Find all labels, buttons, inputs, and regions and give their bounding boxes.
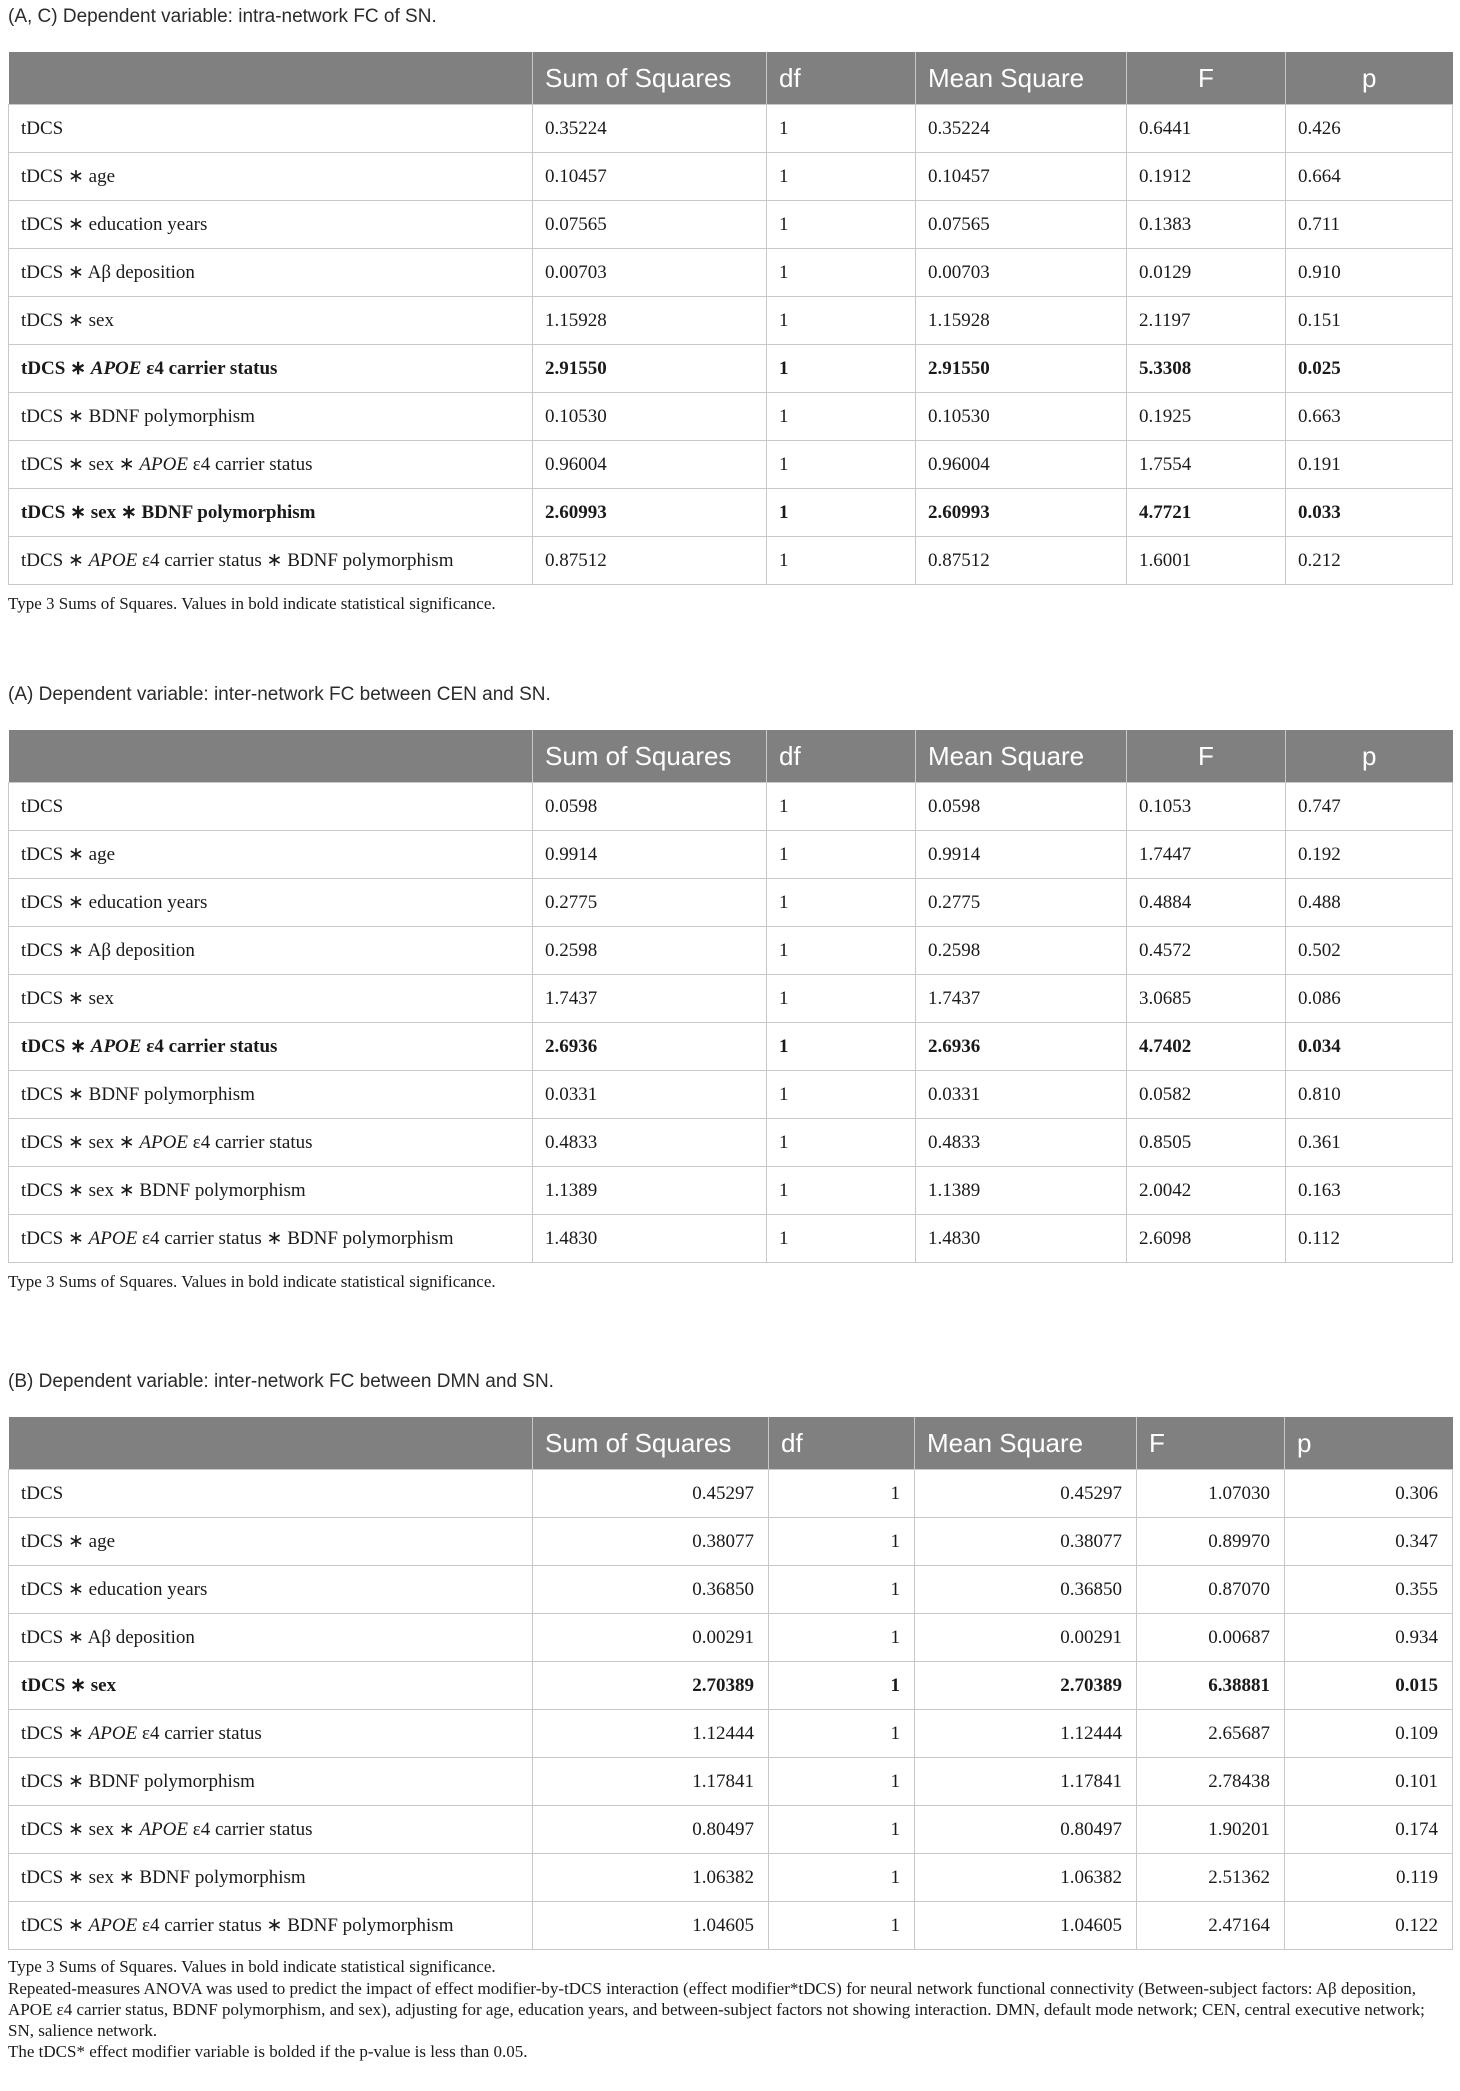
cell-term	[9, 489, 533, 537]
table-row	[9, 1470, 1453, 1518]
term-text: ε4 carrier status	[141, 358, 278, 379]
gene-name: APOE	[88, 1228, 138, 1249]
cell-mean-square: 0.2598	[916, 927, 1127, 975]
cell-term	[9, 927, 533, 975]
cell-sum-of-squares: 0.07565	[533, 201, 767, 249]
cell-df: 1	[769, 1710, 915, 1758]
term-text: tDCS ∗ BDNF polymorphism	[21, 406, 255, 427]
table-note: Type 3 Sums of Squares. Values in bold indicate statistical significance.	[8, 594, 496, 613]
term-text: ε4 carrier status	[141, 1036, 278, 1057]
table-body	[9, 105, 1453, 585]
cell-mean-square: 1.15928	[916, 297, 1127, 345]
cell-mean-square: 1.4830	[916, 1215, 1127, 1263]
cell-p: 0.502	[1286, 927, 1453, 975]
cell-sum-of-squares: 1.17841	[533, 1758, 769, 1806]
term-text: tDCS	[21, 1482, 64, 1504]
cell-term	[9, 1023, 533, 1071]
table-caption: (A, C) Dependent variable: intra-network FC of SN.	[8, 6, 437, 27]
cell-mean-square: 0.0331	[916, 1071, 1127, 1119]
table-row	[9, 537, 1453, 585]
gene-name: APOE	[139, 454, 188, 475]
header-term	[9, 52, 533, 105]
cell-p: 0.112	[1286, 1215, 1453, 1263]
cell-term	[9, 201, 533, 249]
cell-term	[9, 1119, 533, 1167]
table-body	[9, 1470, 1453, 1950]
cell-p: 0.664	[1286, 153, 1453, 201]
cell-p: 0.488	[1286, 879, 1453, 927]
cell-sum-of-squares: 0.36850	[533, 1566, 769, 1614]
table-row	[9, 927, 1453, 975]
cell-p: 0.025	[1286, 345, 1453, 393]
term-text: ε4 carrier status ∗ BDNF polymorphism	[137, 550, 454, 571]
cell-term	[9, 153, 533, 201]
table-note: Type 3 Sums of Squares. Values in bold indicate statistical significance.	[8, 1957, 496, 1976]
term-text: tDCS ∗ sex ∗	[21, 1132, 140, 1153]
cell-term	[9, 1614, 533, 1662]
table-row	[9, 1167, 1453, 1215]
header-sum-of-squares: Sum of Squares	[533, 52, 767, 105]
cell-df: 1	[769, 1854, 915, 1902]
table-row	[9, 975, 1453, 1023]
cell-mean-square: 1.06382	[915, 1854, 1137, 1902]
term-text: tDCS ∗ Aβ deposition	[21, 940, 195, 961]
cell-mean-square: 2.70389	[915, 1662, 1137, 1710]
cell-sum-of-squares: 0.35224	[533, 105, 767, 153]
term-text: tDCS ∗ sex	[21, 1675, 117, 1696]
cell-f: 4.7721	[1127, 489, 1286, 537]
table-row	[9, 105, 1453, 153]
cell-term	[9, 297, 533, 345]
cell-f: 0.6441	[1127, 105, 1286, 153]
gene-name: APOE	[139, 1132, 188, 1153]
cell-sum-of-squares: 0.0331	[533, 1071, 767, 1119]
cell-term	[9, 1854, 533, 1902]
table-row	[9, 1710, 1453, 1758]
term-text: tDCS ∗ sex ∗	[21, 454, 140, 475]
cell-p: 0.163	[1286, 1167, 1453, 1215]
table-row	[9, 783, 1453, 831]
cell-f: 0.87070	[1137, 1566, 1285, 1614]
table-section-1	[8, 4, 1452, 615]
cell-mean-square: 0.0598	[916, 783, 1127, 831]
header-sum-of-squares: Sum of Squares	[533, 1417, 769, 1470]
cell-mean-square: 2.6936	[916, 1023, 1127, 1071]
cell-f: 1.90201	[1137, 1806, 1285, 1854]
cell-df: 1	[767, 1071, 916, 1119]
cell-mean-square: 1.17841	[915, 1758, 1137, 1806]
cell-df: 1	[767, 345, 916, 393]
cell-mean-square: 0.35224	[916, 105, 1127, 153]
footnote: Repeated-measures ANOVA was used to predict the impact of effect modifier-by-tDCS interaction (effect modifier*tDCS) for neural network functional connectivity (Between-subject factors: Aβ deposition, APOE ε4 carrier status, BDNF polymorphism, and sex), adjusting for age, education years, and between-subject factors not showing interaction. DMN, default mode network; CEN, central executive network; SN, salience network.	[8, 1979, 1425, 2040]
cell-p: 0.910	[1286, 249, 1453, 297]
cell-f: 2.47164	[1137, 1902, 1285, 1950]
cell-f: 4.7402	[1127, 1023, 1286, 1071]
table-caption: (A) Dependent variable: inter-network FC between CEN and SN.	[8, 684, 551, 705]
gene-name: APOE	[88, 550, 138, 571]
cell-p: 0.361	[1286, 1119, 1453, 1167]
term-text: tDCS ∗ BDNF polymorphism	[21, 1771, 255, 1792]
cell-term	[9, 1518, 533, 1566]
cell-mean-square: 2.60993	[916, 489, 1127, 537]
cell-p: 0.426	[1286, 105, 1453, 153]
cell-df: 1	[767, 153, 916, 201]
cell-mean-square: 0.80497	[915, 1806, 1137, 1854]
term-text: tDCS ∗ Aβ deposition	[21, 262, 195, 283]
cell-sum-of-squares: 0.4833	[533, 1119, 767, 1167]
cell-mean-square: 0.9914	[916, 831, 1127, 879]
term-text: ε4 carrier status ∗ BDNF polymorphism	[137, 1915, 454, 1936]
term-text: tDCS ∗ education years	[21, 214, 208, 235]
header-df: df	[767, 52, 916, 105]
cell-term	[9, 1167, 533, 1215]
term-text: tDCS ∗ BDNF polymorphism	[21, 1084, 255, 1105]
cell-p: 0.015	[1285, 1662, 1453, 1710]
cell-p: 0.663	[1286, 393, 1453, 441]
cell-sum-of-squares: 2.60993	[533, 489, 767, 537]
header-p: p	[1285, 1417, 1453, 1470]
cell-p: 0.306	[1285, 1470, 1453, 1518]
cell-f: 0.4572	[1127, 927, 1286, 975]
cell-mean-square: 0.38077	[915, 1518, 1137, 1566]
cell-p: 0.347	[1285, 1518, 1453, 1566]
cell-p: 0.109	[1285, 1710, 1453, 1758]
term-text: tDCS ∗ education years	[21, 1579, 208, 1600]
term-text: tDCS ∗	[21, 1723, 89, 1744]
table-row	[9, 1566, 1453, 1614]
cell-sum-of-squares: 1.1389	[533, 1167, 767, 1215]
cell-sum-of-squares: 2.6936	[533, 1023, 767, 1071]
cell-f: 5.3308	[1127, 345, 1286, 393]
cell-f: 2.65687	[1137, 1710, 1285, 1758]
table-row	[9, 1854, 1453, 1902]
anova-table	[8, 52, 1453, 585]
table-row	[9, 1758, 1453, 1806]
cell-f: 0.8505	[1127, 1119, 1286, 1167]
cell-sum-of-squares: 0.38077	[533, 1518, 769, 1566]
cell-sum-of-squares: 1.04605	[533, 1902, 769, 1950]
cell-df: 1	[767, 1215, 916, 1263]
cell-df: 1	[769, 1470, 915, 1518]
cell-f: 1.6001	[1127, 537, 1286, 585]
cell-sum-of-squares: 0.87512	[533, 537, 767, 585]
cell-term	[9, 1806, 533, 1854]
gene-name: APOE	[139, 1819, 188, 1840]
cell-term	[9, 879, 533, 927]
cell-term	[9, 1662, 533, 1710]
cell-f: 1.07030	[1137, 1470, 1285, 1518]
term-text: ε4 carrier status ∗ BDNF polymorphism	[137, 1228, 454, 1249]
cell-df: 1	[767, 831, 916, 879]
cell-sum-of-squares: 0.45297	[533, 1470, 769, 1518]
table-row	[9, 1215, 1453, 1263]
cell-sum-of-squares: 0.2598	[533, 927, 767, 975]
cell-f: 1.7447	[1127, 831, 1286, 879]
header-df: df	[769, 1417, 915, 1470]
cell-mean-square: 0.4833	[916, 1119, 1127, 1167]
cell-mean-square: 0.96004	[916, 441, 1127, 489]
table-header	[9, 730, 1453, 783]
term-text: tDCS ∗ sex ∗ BDNF polymorphism	[21, 1867, 306, 1888]
table-row	[9, 879, 1453, 927]
cell-mean-square: 0.00291	[915, 1614, 1137, 1662]
header-term	[9, 1417, 533, 1470]
cell-term	[9, 1071, 533, 1119]
table-row	[9, 831, 1453, 879]
cell-mean-square: 0.36850	[915, 1566, 1137, 1614]
cell-df: 1	[769, 1806, 915, 1854]
cell-sum-of-squares: 0.2775	[533, 879, 767, 927]
cell-f: 2.6098	[1127, 1215, 1286, 1263]
cell-mean-square: 0.87512	[916, 537, 1127, 585]
cell-f: 0.1925	[1127, 393, 1286, 441]
cell-df: 1	[767, 1023, 916, 1071]
cell-f: 0.0582	[1127, 1071, 1286, 1119]
term-text: tDCS ∗ sex	[21, 988, 114, 1009]
cell-sum-of-squares: 1.7437	[533, 975, 767, 1023]
cell-sum-of-squares: 1.12444	[533, 1710, 769, 1758]
term-text: tDCS ∗	[21, 1915, 89, 1936]
table-row	[9, 1662, 1453, 1710]
cell-sum-of-squares: 0.00703	[533, 249, 767, 297]
cell-term	[9, 537, 533, 585]
cell-f: 1.7554	[1127, 441, 1286, 489]
cell-sum-of-squares: 0.80497	[533, 1806, 769, 1854]
cell-mean-square: 1.7437	[916, 975, 1127, 1023]
cell-df: 1	[767, 927, 916, 975]
anova-table	[8, 730, 1453, 1263]
header-mean-square: Mean Square	[915, 1417, 1137, 1470]
cell-sum-of-squares: 1.15928	[533, 297, 767, 345]
cell-term	[9, 1710, 533, 1758]
cell-f: 6.38881	[1137, 1662, 1285, 1710]
term-text: ε4 carrier status	[187, 1819, 313, 1840]
cell-df: 1	[767, 975, 916, 1023]
cell-df: 1	[767, 297, 916, 345]
cell-df: 1	[769, 1662, 915, 1710]
cell-p: 0.034	[1286, 1023, 1453, 1071]
cell-df: 1	[767, 879, 916, 927]
cell-f: 2.78438	[1137, 1758, 1285, 1806]
term-text: tDCS ∗ age	[21, 844, 116, 865]
term-text: tDCS ∗ sex ∗ BDNF polymorphism	[21, 1180, 306, 1201]
cell-term	[9, 1215, 533, 1263]
cell-term	[9, 1758, 533, 1806]
cell-f: 0.1912	[1127, 153, 1286, 201]
cell-sum-of-squares: 0.9914	[533, 831, 767, 879]
cell-sum-of-squares: 1.4830	[533, 1215, 767, 1263]
cell-term	[9, 441, 533, 489]
term-text: tDCS ∗	[21, 1036, 91, 1057]
cell-term	[9, 831, 533, 879]
cell-df: 1	[769, 1902, 915, 1950]
footnote: The tDCS* effect modifier variable is bolded if the p-value is less than 0.05.	[8, 2042, 528, 2061]
table-section-3	[8, 1369, 1452, 2062]
header-p: p	[1286, 730, 1453, 783]
cell-term	[9, 1566, 533, 1614]
cell-df: 1	[767, 537, 916, 585]
cell-mean-square: 0.00703	[916, 249, 1127, 297]
cell-p: 0.212	[1286, 537, 1453, 585]
header-f: F	[1137, 1417, 1285, 1470]
table-row	[9, 201, 1453, 249]
cell-df: 1	[767, 249, 916, 297]
term-text: ε4 carrier status	[187, 454, 313, 475]
header-df: df	[767, 730, 916, 783]
cell-p: 0.934	[1285, 1614, 1453, 1662]
header-mean-square: Mean Square	[916, 52, 1127, 105]
cell-df: 1	[767, 1167, 916, 1215]
cell-p: 0.192	[1286, 831, 1453, 879]
cell-df: 1	[767, 489, 916, 537]
cell-df: 1	[769, 1758, 915, 1806]
cell-p: 0.122	[1285, 1902, 1453, 1950]
table-row	[9, 1023, 1453, 1071]
cell-f: 0.00687	[1137, 1614, 1285, 1662]
table-row	[9, 1902, 1453, 1950]
cell-p: 0.033	[1286, 489, 1453, 537]
cell-term	[9, 393, 533, 441]
cell-mean-square: 0.2775	[916, 879, 1127, 927]
term-text: tDCS ∗	[21, 1228, 89, 1249]
table-row	[9, 345, 1453, 393]
term-text: tDCS ∗	[21, 358, 91, 379]
cell-f: 0.89970	[1137, 1518, 1285, 1566]
term-text: tDCS ∗ Aβ deposition	[21, 1627, 195, 1648]
header-p: p	[1286, 52, 1453, 105]
cell-mean-square: 0.45297	[915, 1470, 1137, 1518]
cell-term	[9, 1902, 533, 1950]
cell-term	[9, 975, 533, 1023]
gene-name: APOE	[90, 1036, 142, 1057]
table-body	[9, 783, 1453, 1263]
cell-mean-square: 2.91550	[916, 345, 1127, 393]
cell-p: 0.711	[1286, 201, 1453, 249]
table-row	[9, 1518, 1453, 1566]
cell-df: 1	[767, 393, 916, 441]
cell-term	[9, 249, 533, 297]
table-row	[9, 1806, 1453, 1854]
cell-p: 0.747	[1286, 783, 1453, 831]
term-text: tDCS ∗ age	[21, 166, 116, 187]
table-row	[9, 249, 1453, 297]
cell-df: 1	[767, 105, 916, 153]
cell-term	[9, 783, 533, 831]
cell-f: 2.1197	[1127, 297, 1286, 345]
term-text: tDCS ∗ sex ∗	[21, 1819, 140, 1840]
term-text: tDCS	[21, 795, 64, 817]
cell-df: 1	[769, 1614, 915, 1662]
table-header	[9, 1417, 1453, 1470]
table-row	[9, 393, 1453, 441]
cell-df: 1	[769, 1518, 915, 1566]
cell-sum-of-squares: 0.10530	[533, 393, 767, 441]
header-sum-of-squares: Sum of Squares	[533, 730, 767, 783]
cell-mean-square: 1.1389	[916, 1167, 1127, 1215]
cell-df: 1	[767, 201, 916, 249]
cell-f: 2.51362	[1137, 1854, 1285, 1902]
cell-mean-square: 1.04605	[915, 1902, 1137, 1950]
cell-p: 0.151	[1286, 297, 1453, 345]
table-row	[9, 489, 1453, 537]
cell-p: 0.355	[1285, 1566, 1453, 1614]
header-mean-square: Mean Square	[916, 730, 1127, 783]
table-row	[9, 1614, 1453, 1662]
cell-p: 0.119	[1285, 1854, 1453, 1902]
cell-sum-of-squares: 2.91550	[533, 345, 767, 393]
cell-sum-of-squares: 0.00291	[533, 1614, 769, 1662]
cell-term	[9, 345, 533, 393]
cell-p: 0.191	[1286, 441, 1453, 489]
table-row	[9, 1071, 1453, 1119]
cell-p: 0.174	[1285, 1806, 1453, 1854]
cell-p: 0.101	[1285, 1758, 1453, 1806]
cell-df: 1	[767, 1119, 916, 1167]
cell-mean-square: 0.10457	[916, 153, 1127, 201]
table-caption: (B) Dependent variable: inter-network FC between DMN and SN.	[8, 1371, 554, 1392]
cell-f: 0.4884	[1127, 879, 1286, 927]
gene-name: APOE	[90, 358, 142, 379]
term-text: tDCS ∗ sex ∗ BDNF polymorphism	[21, 502, 316, 523]
table-note: Type 3 Sums of Squares. Values in bold indicate statistical significance.	[8, 1272, 496, 1291]
cell-f: 3.0685	[1127, 975, 1286, 1023]
table-row	[9, 297, 1453, 345]
cell-mean-square: 0.10530	[916, 393, 1127, 441]
cell-p: 0.086	[1286, 975, 1453, 1023]
term-text: tDCS	[21, 117, 64, 139]
cell-sum-of-squares: 0.96004	[533, 441, 767, 489]
cell-df: 1	[769, 1566, 915, 1614]
cell-f: 2.0042	[1127, 1167, 1286, 1215]
cell-sum-of-squares: 0.0598	[533, 783, 767, 831]
anova-table	[8, 1417, 1453, 1950]
header-f: F	[1127, 730, 1286, 783]
term-text: tDCS ∗ age	[21, 1531, 116, 1552]
cell-term	[9, 1470, 533, 1518]
gene-name: APOE	[88, 1723, 138, 1744]
cell-f: 0.1383	[1127, 201, 1286, 249]
table-header	[9, 52, 1453, 105]
term-text: tDCS ∗ education years	[21, 892, 208, 913]
header-term	[9, 730, 533, 783]
cell-sum-of-squares: 0.10457	[533, 153, 767, 201]
cell-f: 0.1053	[1127, 783, 1286, 831]
term-text: tDCS ∗ sex	[21, 310, 114, 331]
cell-f: 0.0129	[1127, 249, 1286, 297]
cell-term	[9, 105, 533, 153]
cell-sum-of-squares: 1.06382	[533, 1854, 769, 1902]
cell-mean-square: 1.12444	[915, 1710, 1137, 1758]
cell-sum-of-squares: 2.70389	[533, 1662, 769, 1710]
table-section-2	[8, 682, 1452, 1293]
cell-df: 1	[767, 441, 916, 489]
header-f: F	[1127, 52, 1286, 105]
table-row	[9, 441, 1453, 489]
cell-mean-square: 0.07565	[916, 201, 1127, 249]
term-text: ε4 carrier status	[137, 1723, 262, 1744]
table-row	[9, 1119, 1453, 1167]
term-text: ε4 carrier status	[187, 1132, 313, 1153]
table-row	[9, 153, 1453, 201]
cell-df: 1	[767, 783, 916, 831]
gene-name: APOE	[88, 1915, 138, 1936]
cell-p: 0.810	[1286, 1071, 1453, 1119]
term-text: tDCS ∗	[21, 550, 89, 571]
